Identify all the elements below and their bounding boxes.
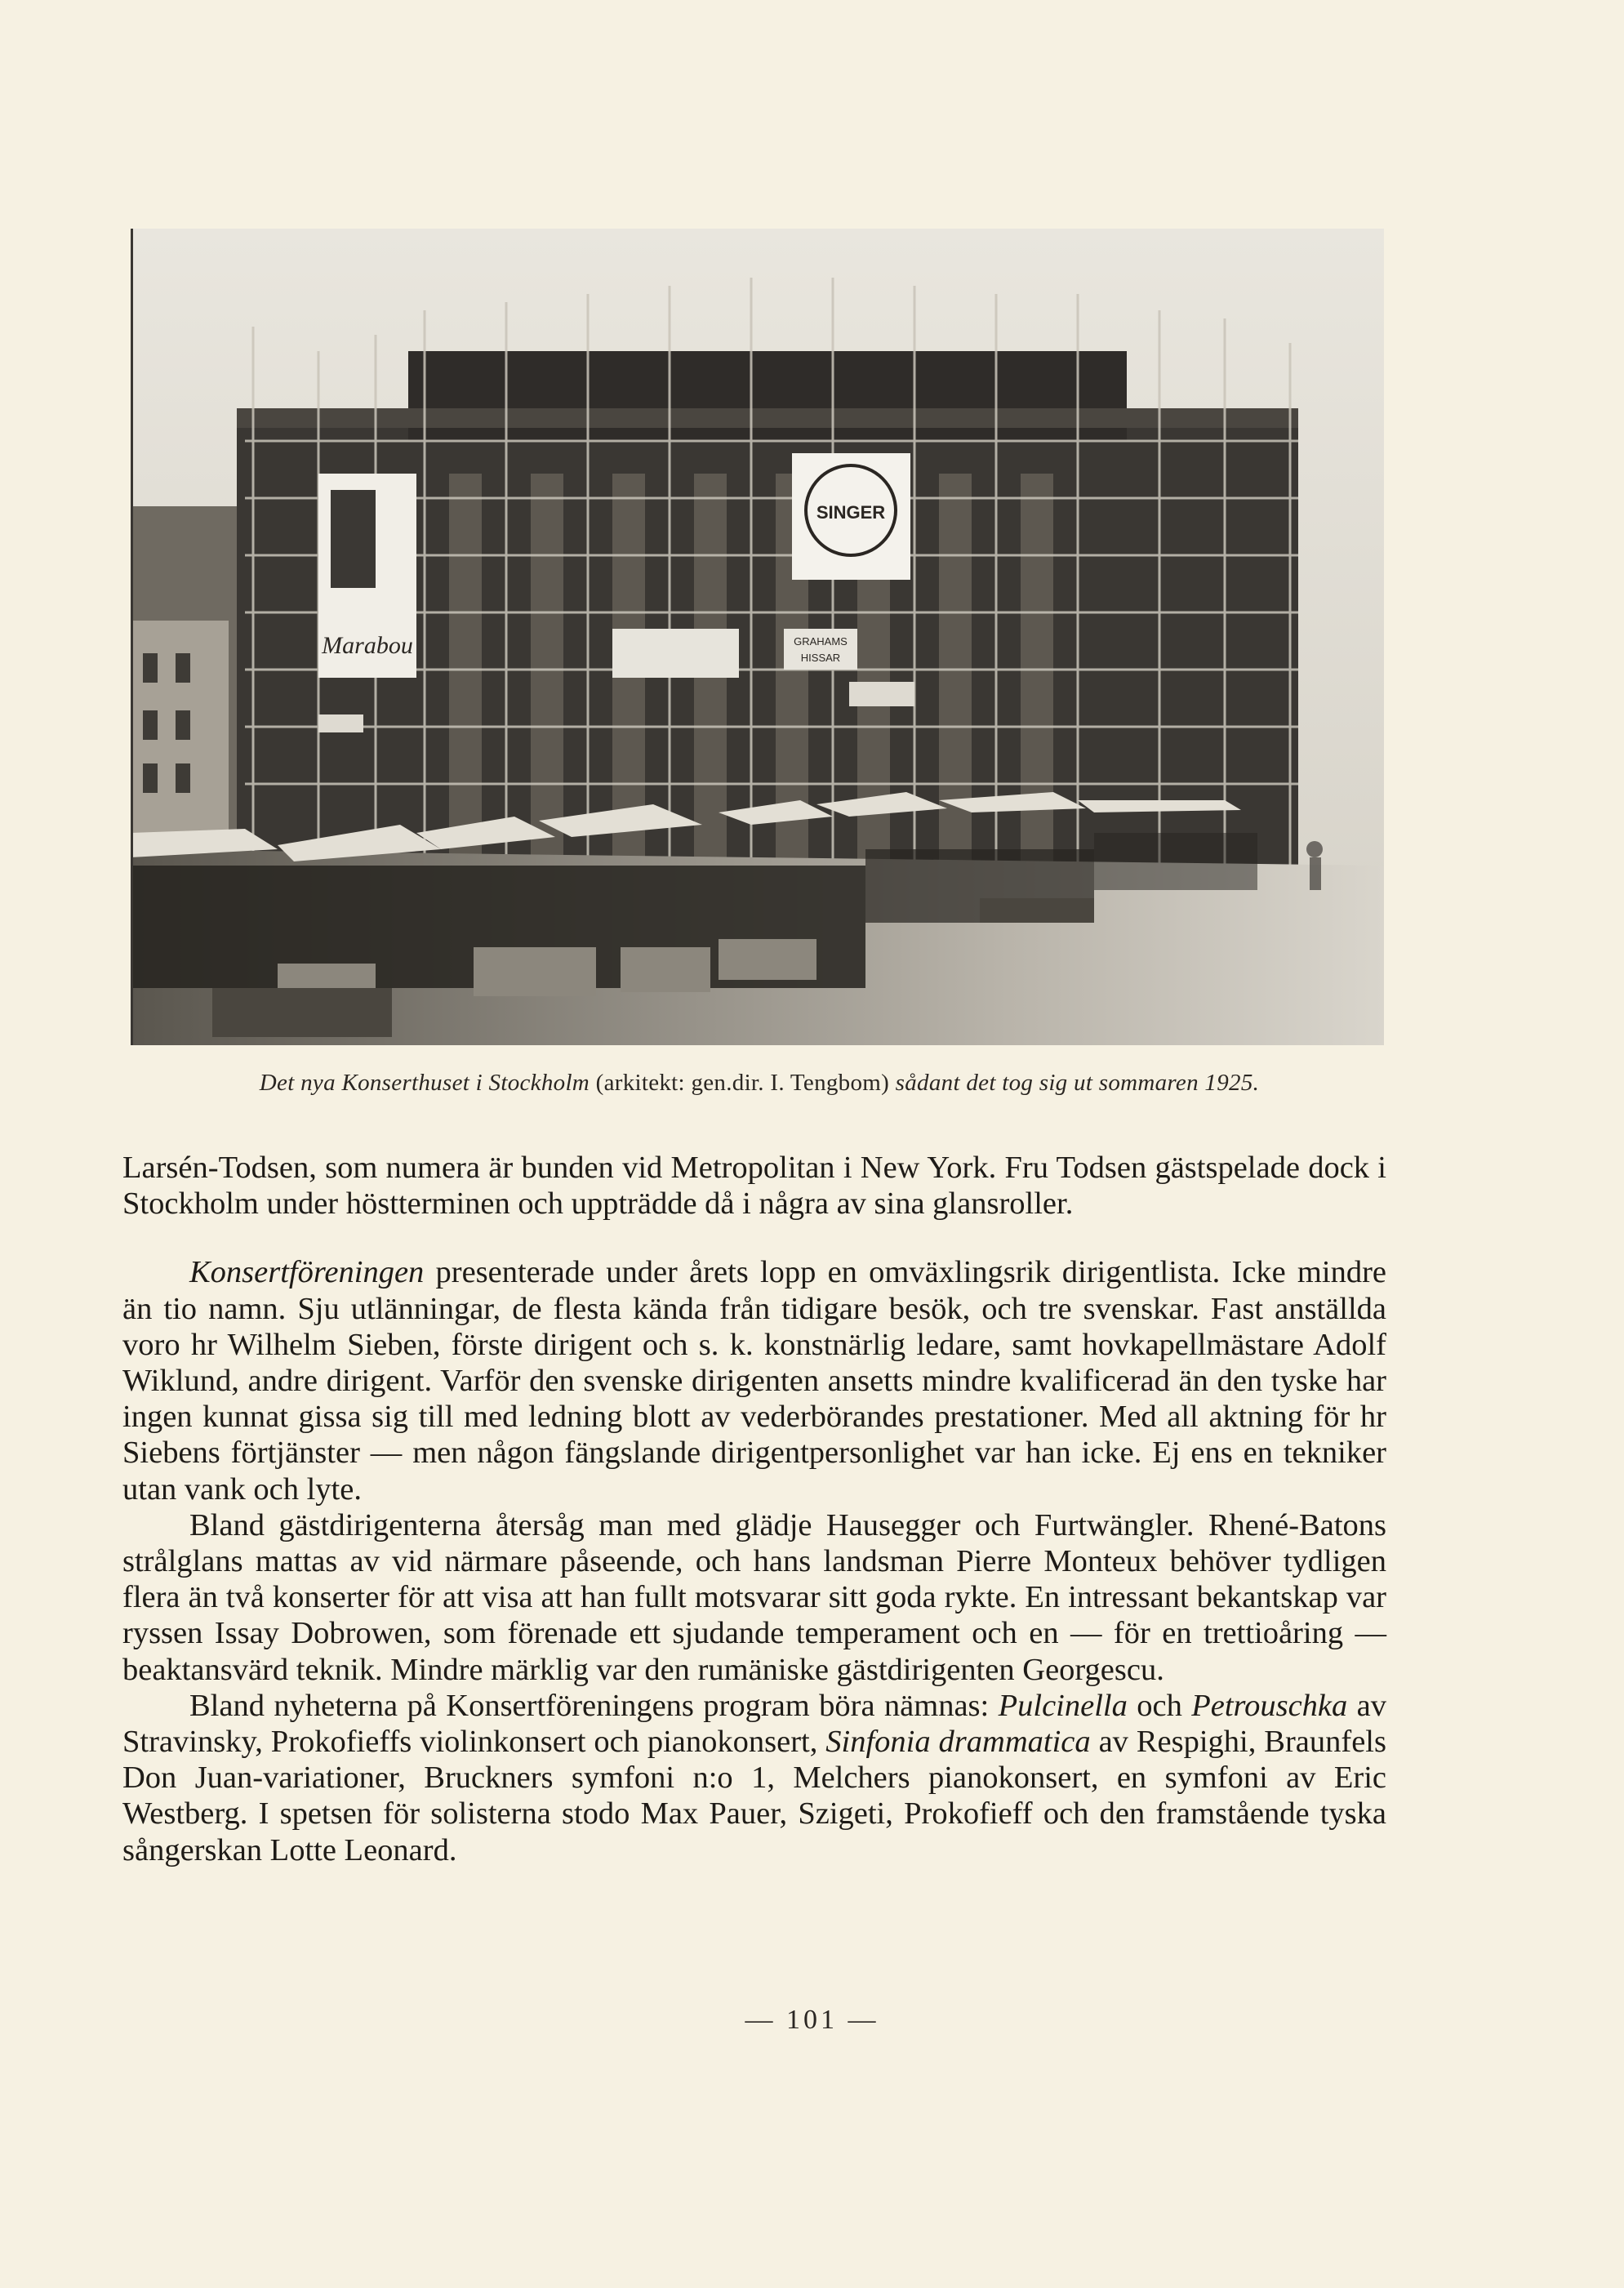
grahams-sign-text: GRAHAMS <box>794 635 848 648</box>
hissar-sign-text: HISSAR <box>800 652 841 664</box>
body-text <box>122 1150 1386 1868</box>
caption-date: sådant det tog sig ut sommaren 1925. <box>895 1070 1260 1096</box>
paragraph-2 <box>122 1254 1386 1507</box>
page-number: — 101 — <box>745 2005 879 2035</box>
caption-architect: (arkitekt: gen.dir. I. Tengbom) <box>590 1070 896 1096</box>
work-pulcinella: Pulcinella <box>998 1688 1128 1723</box>
photo-caption <box>122 1070 1396 1097</box>
paragraph-4-text-4: av Respighi, Braunfels Don Juan-variationer, Bruckners symfoni n:o 1, Melchers pianokonsert, en symfoni av Eric Westberg. I spetsen för solisterna stodo Max Pauer, Szigeti, Prokofieff och den framstående tyska sångerskan Lotte Leonard. <box>122 1725 1386 1867</box>
photo-illustration <box>131 229 1384 1045</box>
work-sinfonia-drammatica: Sinfonia drammatica <box>825 1725 1091 1760</box>
paragraph-4-text-1: Bland nyheterna på Konsertföreningens program böra nämnas: <box>189 1688 999 1723</box>
paragraph-4 <box>122 1688 1386 1868</box>
paragraph-3: Bland gästdirigenterna återsåg man med glädje Hausegger och Furtwängler. Rhené-Batons strålglans mattas av vid närmare påseende, och hans landsman Pierre Monteux behöver tydligen flera än två konserter för att visa att han fullt motsvarar sitt goda rykte. En intressant bekantskap var ryssen Issay Dobrowen, som förenade ett sjudande temperament och en — för en trettioåring — beaktansvärd teknik. Mindre märklig var den rumäniske gästdirigenten Georgescu. <box>122 1507 1386 1687</box>
singer-sign-text: SINGER <box>816 502 886 523</box>
konsertforeningen-term: Konsertföreningen <box>189 1255 425 1290</box>
work-petrouschka: Petrouschka <box>1191 1688 1348 1723</box>
paragraph-4-text-3: av Stravinsky, Prokofieffs violinkonsert och pianokonsert, <box>122 1688 1386 1760</box>
paragraph-4-text-2: och <box>1127 1688 1192 1723</box>
concert-hall-photo <box>131 229 1384 1045</box>
marabou-sign-text: Marabou <box>322 632 413 659</box>
paragraph-1: Larsén-Todsen, som numera är bunden vid Metropolitan i New York. Fru Todsen gästspelade dock i Stockholm under höstterminen och uppträdde då i några av sina glansroller. <box>122 1151 1386 1222</box>
paragraph-2-text: presenterade under årets lopp en omväxlingsrik dirigentlista. Icke mindre än tio namn. Sju utlänningar, de flesta kända från tidigare besök, och tre svenskar. Fast anställda voro hr Wilhelm Sieben, förste dirigent och s. k. konstnärlig ledare, samt hovkapellmästare Adolf Wiklund, andre dirigent. Varför den svenske dirigenten ansetts mindre kvalificerad än den tyske har ingen kunnat gissa sig till med ledning blott av vederbörandes prestationer. Med all aktning för hr Siebens förtjänster — men någon fängslande dirigentpersonlighet var han icke. Ej ens en tekniker utan vank och lyte. <box>122 1255 1386 1507</box>
caption-title: Det nya Konserthuset i Stockholm <box>259 1070 590 1096</box>
